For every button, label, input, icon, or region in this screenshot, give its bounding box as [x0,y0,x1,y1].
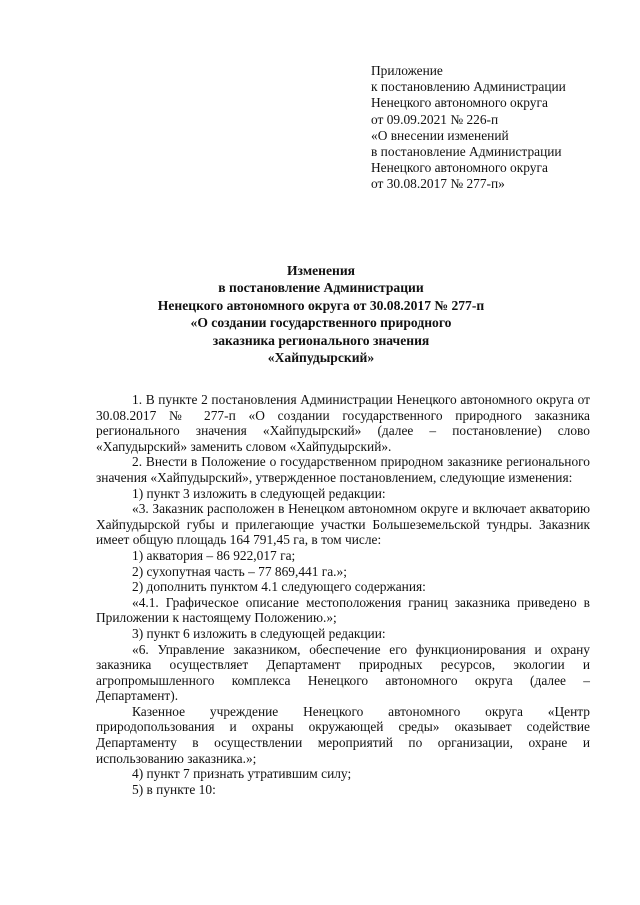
title-line: заказника регионального значения [212,332,430,348]
appendix-line: в постановление Администрации [371,144,562,160]
paragraph: 1) пункт 3 изложить в следующей редакции: [132,485,386,501]
title-line: «О создании государственного природного [190,315,452,331]
document-title [80,262,562,366]
title-line: «Хайпудырский» [267,350,375,366]
paragraph: «4.1. Графическое описание местоположения границ заказника приведено в Приложении к настоящему Положению.»; [96,594,590,626]
appendix-line: от 30.08.2017 № 277-п» [371,176,505,192]
title-line: в постановление Администрации [218,280,424,296]
paragraph: «6. Управление заказником, обеспечение его функционирования и охрану заказника осуществляет Департамент природных ресурсов, экологии и агропромышленного комплекса Ненецкого автономного округа (далее – Департамент). [96,641,590,704]
appendix-line: к постановлению Администрации [371,79,566,95]
paragraph: 2. Внести в Положение о государственном природном заказнике регионального значения «Хайпудырский», утвержденное постановлением, следующие изменения: [96,454,590,485]
title-line: Ненецкого автономного округа от 30.08.2017 № 277-п [157,297,485,313]
appendix-line: «О внесении изменений [371,127,509,143]
paragraph: 2) сухопутная часть – 77 869,441 га.»; [132,563,347,579]
paragraph: 2) дополнить пунктом 4.1 следующего содержания: [132,579,426,595]
document-body [96,392,590,797]
appendix-line: от 09.09.2021 № 226-п [371,111,499,127]
paragraph: Казенное учреждение Ненецкого автономного округа «Центр природопользования и охраны окружающей среды» оказывает содействие Департаменту в осуществлении мероприятий по организации, охране и использованию заказника.»; [96,703,590,766]
appendix-header [371,63,611,193]
paragraph: 5) в пункте 10: [132,781,216,797]
paragraph: 3) пункт 6 изложить в следующей редакции: [132,625,386,641]
appendix-line: Приложение [371,63,443,78]
title-line: Изменения [286,263,356,278]
appendix-line: Ненецкого автономного округа [371,95,548,111]
paragraph: 1) акватория – 86 922,017 га; [132,547,296,563]
paragraph: 4) пункт 7 признать утратившим силу; [132,766,352,782]
paragraph: «3. Заказник расположен в Ненецком автономном округе и включает акваторию Хайпудырской губы и прилегающие участки Большеземельской тундры. Заказник имеет общую площадь 164 791,45 га, в том числе: [96,501,590,548]
paragraph: 1. В пункте 2 постановления Администрации Ненецкого автономного округа от 30.08.2017 № 277-п «О создании государственного природного заказника регионального значения «Хайпудырский» (далее – постановление) слово «Хапудырский» заменить словом «Хайпудырский». [96,392,590,454]
appendix-line: Ненецкого автономного округа [371,160,548,176]
